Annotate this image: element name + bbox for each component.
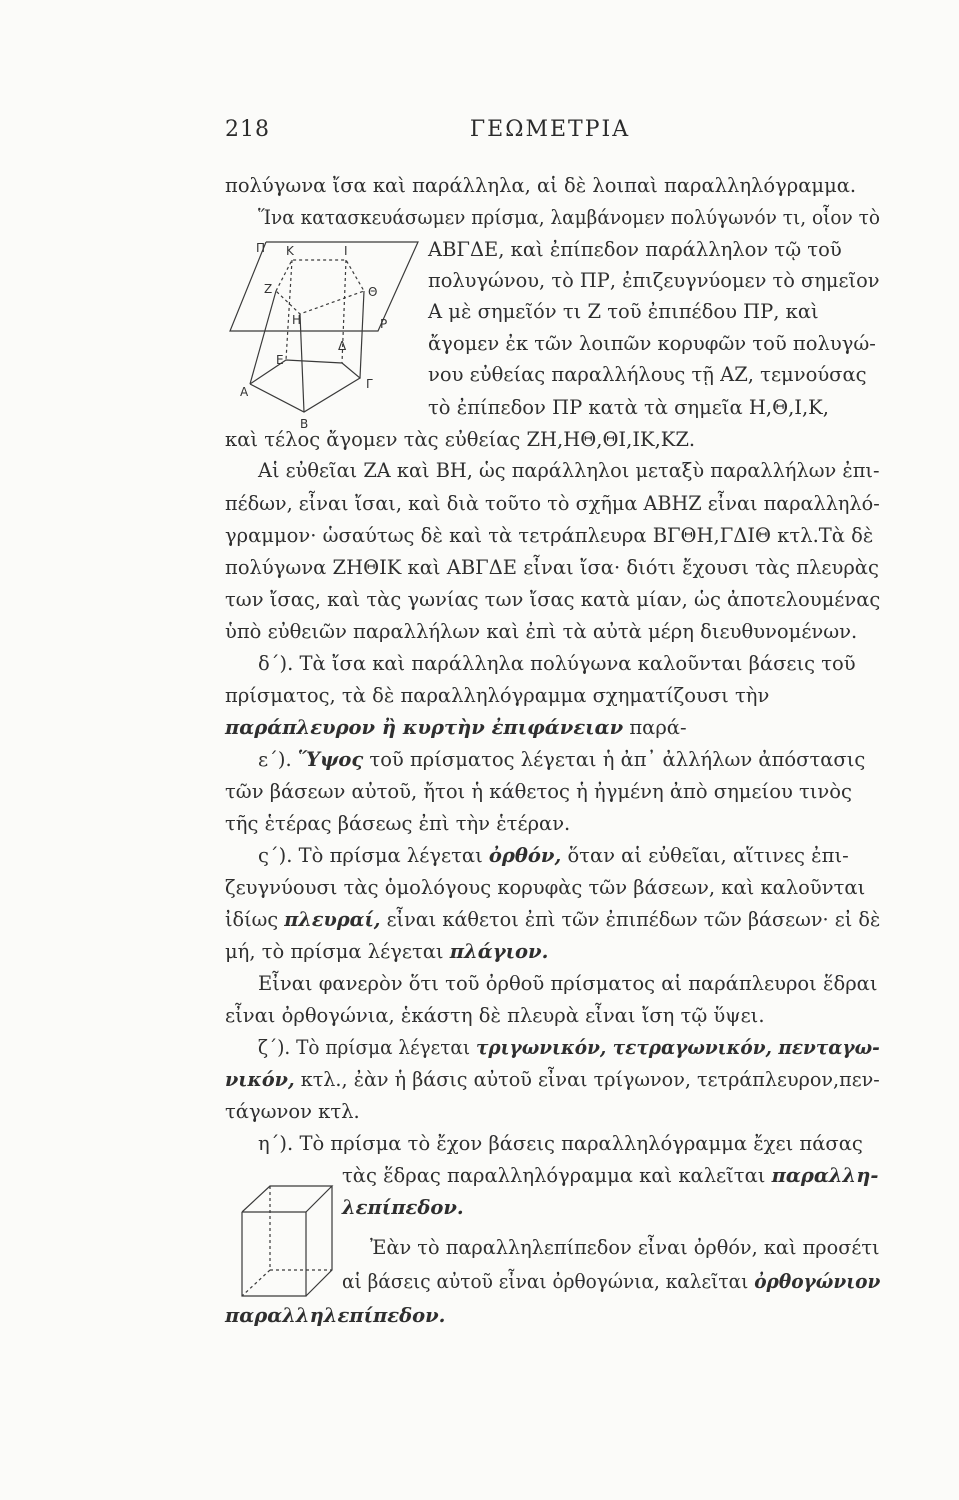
text-line: πρίσματος, τὰ δὲ παραλληλόγραμμα σχηματίζουσι τὴν [225,684,770,707]
label-i: Ι [344,244,348,258]
edge-gth [360,291,364,378]
text-line: πολύγωνα ΖΗΘΙΚ καὶ ΑΒΓΔΕ εἶναι ἴσα· διότι ἔχουσι τὰς πλευρὰς [225,556,879,579]
text-line: καὶ τέλος ἄγομεν τὰς εὐθείας ΖΗ,ΗΘ,ΘΙ,ΙΚ,ΚΖ. [225,428,696,451]
edge-ek [286,260,292,360]
label-g: Γ [366,377,373,391]
label-d: Δ [338,339,347,353]
text-line: Α μὲ σημεῖόν τι Ζ τοῦ ἐπιπέδου ΠΡ, καὶ [428,300,819,323]
text-frag: εἶναι κάθετοι ἐπὶ τῶν ἐπιπέδων τῶν βάσεων· εἰ δὲ [386,908,881,931]
emph-term: ὀρθογώνιον [754,1270,881,1293]
text-line: Αἱ εὐθεῖαι ΖΑ καὶ ΒΗ, ὡς παράλληλοι μεταξὺ παραλλήλων ἐπι- [258,459,880,482]
text-line: πέδων, εἶναι ἴσαι, καὶ διὰ τοῦτο τὸ σχῆμα ΑΒΗΖ εἶναι παραλληλό- [225,492,880,515]
page-header [225,117,875,157]
text-line [225,1304,445,1328]
text-line: ζευγνύουσι τὰς ὁμολόγους κορυφὰς τῶν βάσεων, καὶ καλοῦνται [225,876,866,899]
label-b: Β [300,417,309,431]
text-line: τῆς ἑτέρας βάσεως ἐπὶ τὴν ἑτέραν. [225,812,571,835]
upper-base [276,260,364,314]
label-p: Π [256,241,266,255]
hidden-edges [270,1186,332,1270]
emph-term: νικόν, [225,1068,295,1091]
text-line [342,1196,464,1220]
emph-term: παράπλευρον ἢ κυρτὴν ἐπιφάνειαν [225,716,624,739]
label-z: Ζ [264,282,273,296]
running-title: ΓΕΩΜΕΤΡΙΑ [469,117,631,142]
text-line: Ἐὰν τὸ παραλληλεπίπεδον εἶναι ὀρθόν, καὶ προσέτι [370,1236,880,1259]
text-line [225,1068,880,1092]
text-line: πολυγώνου, τὸ ΠΡ, ἐπιζευγνύομεν τὸ σημεῖον [428,269,880,292]
text-frag: αἱ βάσεις αὐτοῦ εἶναι ὀρθογώνια, καλεῖται [342,1270,749,1293]
emph-term: παραλλη- [771,1164,879,1187]
text-frag: ἰδίως [225,908,279,931]
right-face [306,1186,332,1296]
text-line: γραμμον· ὡσαύτως δὲ καὶ τὰ τετράπλευρα ΒΓΘΗ,ΓΔΙΘ κτλ.Τὰ δὲ [225,524,874,547]
parallelepiped-figure [222,1178,342,1304]
edge-bh [300,314,304,412]
text-line: ὑπὸ εὐθειῶν παραλλήλων καὶ ἐπὶ τὰ αὐτὰ μέρη διευθυνομένων. [225,620,858,643]
label-th: Θ [368,285,378,299]
text-frag: τὰς ἕδρας παραλληλόγραμμα καὶ καλεῖται [342,1164,766,1187]
item-marker: ε΄). [258,748,292,771]
label-h: Η [292,313,302,327]
text-frag: ὅταν αἱ εὐθεῖαι, αἵτινες ἐπι- [567,844,849,867]
label-k: Κ [286,244,294,258]
emph-term: ὀρθόν, [488,844,562,867]
text-line: ἄγομεν ἐκ τῶν λοιπῶν κορυφῶν τοῦ πολυγώ- [428,332,876,355]
text-line: ΑΒΓΔΕ, καὶ ἐπίπεδον παράλληλον τῷ τοῦ [428,238,842,261]
text-frag: τοῦ πρίσματος λέγεται ἡ ἀπ᾽ ἀλλήλων ἀπόστασις [369,748,866,771]
text-line: η΄). Τὸ πρίσμα τὸ ἔχον βάσεις παραλληλόγραμμα ἔχει πάσας [258,1132,863,1155]
emph-term: Ὕψος [297,748,364,771]
text-line [225,940,548,964]
text-line: τὸ ἐπίπεδον ΠΡ κατὰ τὰ σημεῖα Η,Θ,Ι,Κ, [428,396,829,419]
text-frag: παρά- [629,716,687,739]
text-line: πολύγωνα ἴσα καὶ παράλληλα, αἱ δὲ λοιπαὶ παραλληλόγραμμα. [225,174,857,197]
text-line: τάγωνον κτλ. [225,1100,360,1123]
text-line: εἶναι ὀρθογώνια, ἑκάστη δὲ πλευρὰ εἶναι ἴση τῷ ὕψει. [225,1004,765,1027]
text-line: Εἶναι φανερὸν ὅτι τοῦ ὀρθοῦ πρίσματος αἱ παράπλευροι ἕδραι [258,972,878,995]
label-e: Ε [276,353,284,367]
page-number: 218 [225,117,270,142]
text-frag: μή, τὸ πρίσμα λέγεται [225,940,444,963]
text-line: τῶν βάσεων αὐτοῦ, ἤτοι ἡ κάθετος ἡ ἠγμένη ἀπὸ σημείου τινὸς [225,780,852,803]
text-line: δ΄). Τὰ ἴσα καὶ παράλληλα πολύγωνα καλοῦνται βάσεις τοῦ [258,652,856,675]
text-frag: ς΄). Τὸ πρίσμα λέγεται [258,844,483,867]
prism-figure [226,236,426,436]
emph-term: πλευραί, [284,908,381,931]
text-line [342,1164,879,1188]
hidden-diagonal [242,1270,270,1296]
text-line [342,1270,880,1294]
text-line [258,1036,880,1060]
text-line [258,844,849,868]
top-face [242,1186,332,1212]
text-line [225,908,880,932]
emph-term: παραλληλεπίπεδον. [225,1304,446,1327]
plane-pr [230,242,418,331]
text-line [258,748,865,772]
label-r: Ρ [380,317,388,331]
text-line [225,716,687,740]
emph-term: πλάγιον. [449,940,549,963]
text-line: των ἴσας, καὶ τὰς γωνίας των ἴσας κατὰ μίαν, ὡς ἀποτελουμένας [225,588,881,611]
text-frag: κτλ., ἐὰν ἡ βάσις αὐτοῦ εἶναι τρίγωνον, τετράπλευρον,πεν- [300,1068,880,1091]
text-line: νου εὐθείας παραλλήλους τῇ ΑΖ, τεμνούσας [428,363,867,386]
emph-term: λεπίπεδον. [342,1196,464,1219]
edge-az [250,291,276,384]
text-frag: ζ΄). Τὸ πρίσμα λέγεται [258,1036,471,1059]
text-line: Ἵνα κατασκευάσωμεν πρίσμα, λαμβάνομεν πολύγωνόν τι, οἷον τὸ [258,206,881,229]
label-a: Α [240,385,249,399]
emph-term: τριγωνικόν, τετραγωνικόν, πενταγω- [475,1036,880,1059]
lower-base [250,360,360,412]
front-face [242,1212,306,1296]
